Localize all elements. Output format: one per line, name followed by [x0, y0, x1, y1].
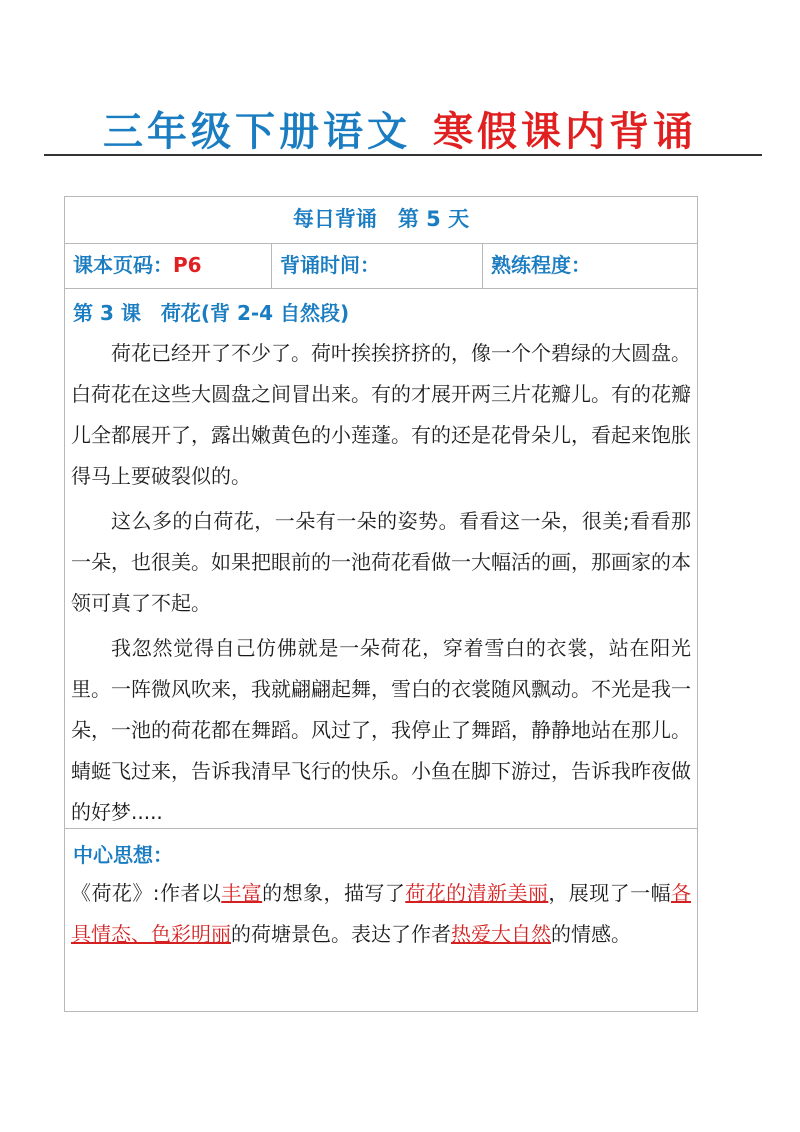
summary-text: 的荷塘景色。表达了作者 — [231, 922, 451, 946]
page-title — [0, 100, 800, 157]
page-number-cell — [65, 244, 272, 288]
paragraph-3: 我忽然觉得自己仿佛就是一朵荷花，穿着雪白的衣裳，站在阳光里。一阵微风吹来，我就翩翩起舞，雪白的衣裳随风飘动。不光是我一朵，一池的荷花都在舞蹈。风过了，我停止了舞蹈，静静地站在那儿。蜻蜓飞过来，告诉我清早飞行的快乐。小鱼在脚下游过，告诉我昨夜做的好梦..... — [71, 636, 691, 824]
summary-text: 的想象，描写了 — [262, 881, 406, 905]
paragraph-1: 荷花已经开了不少了。荷叶挨挨挤挤的，像一个个碧绿的大圆盘。白荷花在这些大圆盘之间冒出来。有的才展开两三片花瓣儿。有的花瓣儿全都展开了，露出嫩黄色的小莲蓬。有的还是花骨朵儿，看起来饱胀得马上要破裂似的。 — [71, 341, 691, 488]
central-idea-text — [65, 873, 697, 955]
summary-text: ，展现了一幅 — [548, 881, 672, 905]
mastery-label: 熟练程度： — [491, 253, 591, 277]
title-subject: 寒假课内背诵 — [433, 109, 697, 155]
lesson-title: 第 3 课 荷花(背 2-4 自然段) — [73, 301, 350, 325]
paragraph-2: 这么多的白荷花，一朵有一朵的姿势。看看这一朵，很美;看看那一朵，也很美。如果把眼前的一池荷花看做一大幅活的画，那画家的本领可真了不起。 — [71, 509, 691, 615]
summary-text: 《荷花》:作者以 — [71, 881, 222, 905]
meta-row — [65, 244, 697, 289]
page-number-value: P6 — [173, 253, 202, 277]
mastery-cell — [483, 244, 697, 288]
title-divider — [44, 154, 762, 156]
summary-highlight: 各具情态、色彩明丽 — [71, 881, 692, 946]
recite-time-label: 背诵时间： — [280, 253, 380, 277]
page-number-label: 课本页码： — [73, 253, 173, 277]
summary-highlight: 荷花的清新美丽 — [405, 881, 549, 905]
title-grade: 三年级下册语文 — [103, 109, 411, 155]
recitation-sheet — [64, 196, 698, 1012]
summary-text: 的情感。 — [551, 922, 631, 946]
central-idea-heading: 中心思想： — [73, 843, 173, 867]
day-header: 每日背诵 第 5 天 — [65, 197, 697, 244]
passage — [65, 333, 697, 829]
recite-time-cell — [272, 244, 483, 288]
summary-highlight: 丰富 — [221, 881, 263, 905]
summary-highlight: 热爱大自然 — [451, 922, 551, 946]
